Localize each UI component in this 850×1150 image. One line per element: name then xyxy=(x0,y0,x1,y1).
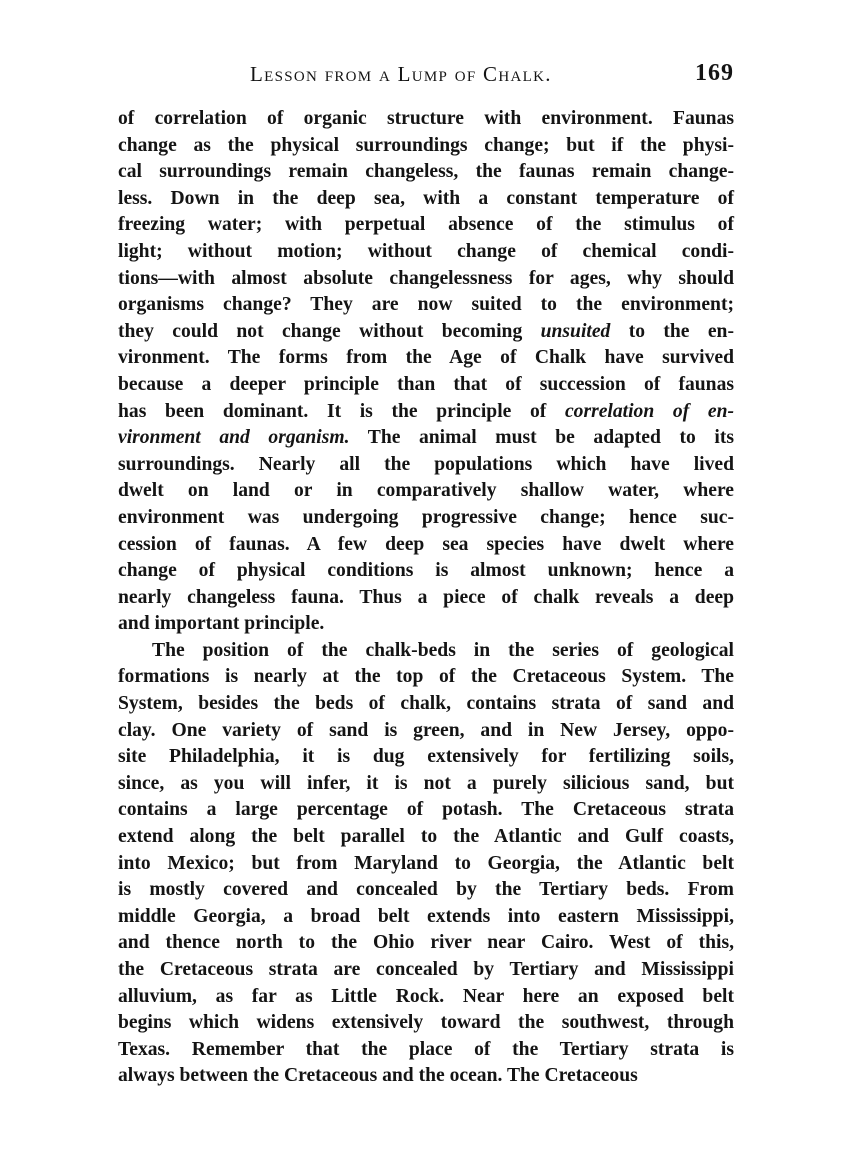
text-segment: cession of faunas. A few deep sea species have dwelt where xyxy=(118,533,734,555)
text-line xyxy=(118,505,734,532)
text-segment: is mostly covered and concealed by the Tertiary beds. From xyxy=(118,879,734,901)
text-line xyxy=(118,877,734,904)
italic-phrase: unsuited xyxy=(540,320,611,342)
text-segment: vironment. The forms from the Age of Chalk have survived xyxy=(118,347,734,369)
text-segment: dwelt on land or in comparatively shallow water, where xyxy=(118,480,734,502)
text-segment: has been dominant. It is the principle of xyxy=(118,400,565,422)
text-line xyxy=(118,478,734,505)
page-header xyxy=(118,62,734,92)
text-segment: middle Georgia, a broad belt extends into eastern Mississippi, xyxy=(118,905,734,927)
text-line xyxy=(118,345,734,372)
text-line xyxy=(118,266,734,293)
paragraph xyxy=(118,106,734,638)
text-segment: freezing water; with perpetual absence of the stimulus of xyxy=(118,214,734,236)
text-line xyxy=(118,718,734,745)
text-line xyxy=(118,771,734,798)
text-line xyxy=(118,957,734,984)
text-line xyxy=(118,664,734,691)
text-line xyxy=(118,1037,734,1064)
text-line xyxy=(118,984,734,1011)
text-segment: because a deeper principle than that of succession of faunas xyxy=(118,373,734,395)
text-line xyxy=(118,319,734,346)
text-line xyxy=(118,558,734,585)
text-line xyxy=(118,691,734,718)
text-segment: into Mexico; but from Maryland to Georgia, the Atlantic belt xyxy=(118,852,734,874)
italic-phrase: vironment and organism. xyxy=(118,427,350,449)
text-line xyxy=(118,638,734,665)
text-line xyxy=(118,452,734,479)
text-segment: cal surroundings remain changeless, the faunas remain change- xyxy=(118,161,734,183)
text-segment: formations is nearly at the top of the Cretaceous System. The xyxy=(118,666,734,688)
text-line xyxy=(118,425,734,452)
text-segment: environment was undergoing progressive change; hence suc- xyxy=(118,506,734,528)
text-line xyxy=(118,585,734,612)
paragraph xyxy=(118,638,734,1090)
text-segment: since, as you will infer, it is not a purely silicious sand, but xyxy=(118,772,734,794)
text-segment: clay. One variety of sand is green, and in New Jersey, oppo- xyxy=(118,719,734,741)
text-line xyxy=(118,1063,734,1090)
text-line xyxy=(118,851,734,878)
text-line xyxy=(118,106,734,133)
text-line xyxy=(118,797,734,824)
text-segment: and important principle. xyxy=(118,613,325,635)
text-segment: of correlation of organic structure with environment. Faunas xyxy=(118,108,734,129)
body-text xyxy=(118,106,734,1090)
text-segment: the Cretaceous strata are concealed by Tertiary and Mississippi xyxy=(118,959,734,980)
text-line xyxy=(118,1010,734,1037)
text-segment: extend along the belt parallel to the Atlantic and Gulf coasts, xyxy=(118,826,734,848)
text-segment: less. Down in the deep sea, with a constant temperature of xyxy=(118,187,734,209)
text-line xyxy=(118,239,734,266)
text-line xyxy=(118,372,734,399)
text-line xyxy=(118,904,734,931)
text-segment: they could not change without becoming xyxy=(118,320,541,342)
text-segment: Texas. Remember that the place of the Tertiary strata is xyxy=(118,1038,734,1060)
text-line xyxy=(118,159,734,186)
text-segment: contains a large percentage of potash. The Cretaceous strata xyxy=(118,799,734,821)
text-segment: and thence north to the Ohio river near Cairo. West of this, xyxy=(118,932,734,954)
text-segment: to the en- xyxy=(610,320,734,342)
text-segment: change of physical conditions is almost unknown; hence a xyxy=(118,560,734,582)
running-title: Lesson from a Lump of Chalk. xyxy=(250,62,552,86)
text-segment: surroundings. Nearly all the populations which have lived xyxy=(118,453,734,475)
text-segment: nearly changeless fauna. Thus a piece of chalk reveals a deep xyxy=(118,586,734,608)
text-line xyxy=(118,532,734,559)
text-segment: tions—with almost absolute changelessness for ages, why should xyxy=(118,267,734,289)
text-line xyxy=(118,186,734,213)
text-segment: always between the Cretaceous and the ocean. The Cretaceous xyxy=(118,1065,638,1087)
text-segment: System, besides the beds of chalk, contains strata of sand and xyxy=(118,693,734,715)
text-line xyxy=(118,930,734,957)
text-segment: change as the physical surroundings change; but if the physi- xyxy=(118,134,734,156)
text-segment: light; without motion; without change of chemical condi- xyxy=(118,240,734,262)
text-line xyxy=(118,824,734,851)
italic-phrase: correlation of en- xyxy=(564,400,734,422)
text-segment: The position of the chalk-beds in the series of geological xyxy=(152,639,734,661)
text-segment: begins which widens extensively toward the southwest, through xyxy=(118,1012,734,1034)
text-line xyxy=(118,399,734,426)
text-line xyxy=(118,611,734,638)
text-line xyxy=(118,744,734,771)
text-segment: site Philadelphia, it is dug extensively for fertilizing soils, xyxy=(118,746,734,768)
text-line xyxy=(118,133,734,160)
text-segment: organisms change? They are now suited to the environment; xyxy=(118,294,734,316)
page-number: 169 xyxy=(695,60,734,86)
text-line xyxy=(118,212,734,239)
text-segment: The animal must be adapted to its xyxy=(349,427,734,449)
text-segment: alluvium, as far as Little Rock. Near here an exposed belt xyxy=(118,985,734,1007)
text-line xyxy=(118,292,734,319)
